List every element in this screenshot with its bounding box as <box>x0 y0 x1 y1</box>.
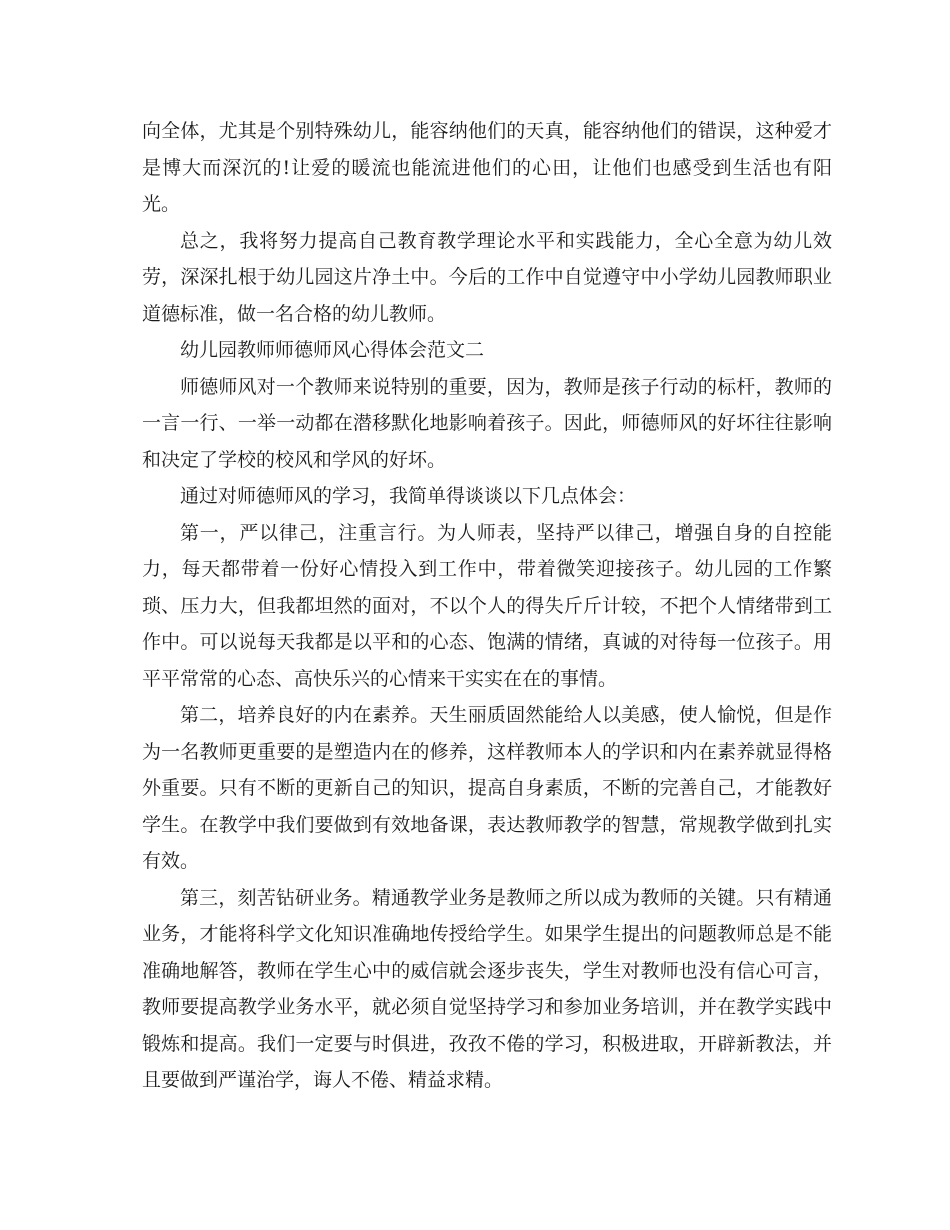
section-heading: 幼儿园教师师德师风心得体会范文二 <box>180 339 485 361</box>
document-body <box>142 113 832 1099</box>
paragraph-continuation: 向全体，尤其是个别特殊幼儿，能容纳他们的天真，能容纳他们的错误，这种爱才是博大而深沉的!让爱的暖流也能流进他们的心田，让他们也感受到生活也有阳光。 <box>142 120 832 215</box>
paragraph-conclusion: 总之，我将努力提高自己教育教学理论水平和实践能力，全心全意为幼儿效劳，深深扎根于幼儿园这片净土中。今后的工作中自觉遵守中小学幼儿园教师职业道德标准，做一名合格的幼儿教师。 <box>142 229 832 325</box>
paragraph-point-three: 第三，刻苦钻研业务。精通教学业务是教师之所以成为教师的关键。只有精通业务，才能将科学文化知识准确地传授给学生。如果学生提出的问题教师总是不能准确地解答，教师在学生心中的威信就会逐步丧失，学生对教师也没有信心可言，教师要提高教学业务水平，就必须自觉坚持学习和参加业务培训，并在教学实践中锻炼和提高。我们一定要与时俱进，孜孜不倦的学习，积极进取，开辟新教法，并且要做到严谨治学，诲人不倦、精益求精。 <box>142 886 832 1091</box>
paragraph-point-two: 第二，培养良好的内在素养。天生丽质固然能给人以美感，使人愉悦，但是作为一名教师更重要的是塑造内在的修养，这样教师本人的学识和内在素养就显得格外重要。只有不断的更新自己的知识，提高自身素质，不断的完善自己，才能教好学生。在教学中我们要做到有效地备课，表达教师教学的智慧，常规教学做到扎实有效。 <box>142 704 832 872</box>
paragraph-lead: 通过对师德师风的学习，我简单得谈谈以下几点体会： <box>180 485 637 507</box>
paragraph-point-one: 第一，严以律己，注重言行。为人师表，坚持严以律己，增强自身的自控能力，每天都带着一份好心情投入到工作中，带着微笑迎接孩子。幼儿园的工作繁琐、压力大，但我都坦然的面对，不以个人的得失斤斤计较，不把个人情绪带到工作中。可以说每天我都是以平和的心态、饱满的情绪，真诚的对待每一位孩子。用平平常常的心态、高快乐兴的心情来干实实在在的事情。 <box>142 521 832 690</box>
paragraph-intro: 师德师风对一个教师来说特别的重要，因为，教师是孩子行动的标杆，教师的一言一行、一举一动都在潜移默化地影响着孩子。因此，师德师风的好坏往往影响和决定了学校的校风和学风的好坏。 <box>142 375 832 471</box>
